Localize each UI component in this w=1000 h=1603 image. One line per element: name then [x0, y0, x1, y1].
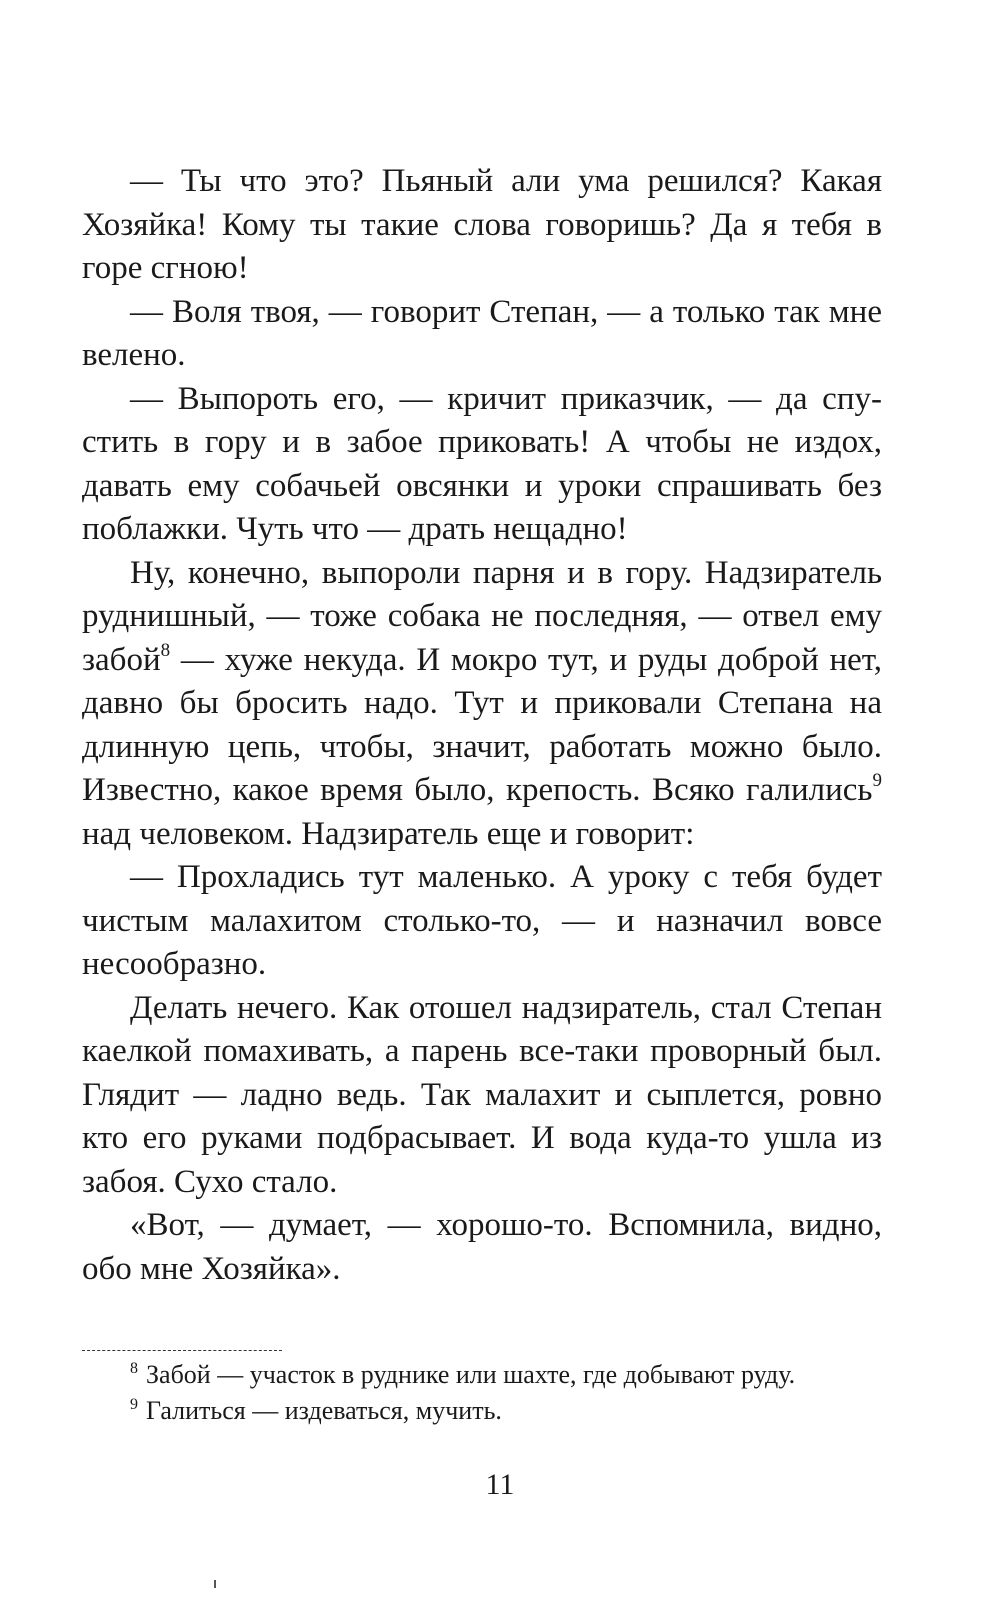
- footnotes: [82, 1357, 882, 1429]
- footnote-9: [82, 1393, 882, 1429]
- footnote-ref-9[interactable]: 9: [872, 770, 882, 791]
- footnote-text: Забой — участок в руднике или шахте, где добывают руду.: [146, 1360, 796, 1389]
- paragraph-4-part-2: — хуже некуда. И мокро тут, и руды доброй нет, давно бы бросить надо. Тут и приковали Степана на длинную цепь, чтобы, значит, работать можно было. Известно, какое время было, крепость. Всяко галились: [82, 641, 882, 808]
- paragraph-5: — Прохладись тут маленько. А уроку с тебя будет чистым малахитом столько-то, — и назначил вовсе несообразно.: [82, 859, 882, 982]
- paragraph-7: «Вот, — думает, — хорошо-то. Вспомнила, видно, обо мне Хозяйка».: [82, 1207, 882, 1287]
- paragraph-4-part-1: Ну, конечно, выпороли парня и в гору. Надзиратель руднишный, — тоже собака не последняя, — отвел ему забой: [82, 554, 882, 678]
- paragraph-4: [82, 552, 882, 857]
- paragraph-2: — Воля твоя, — говорит Степан, — а только так мне велено.: [82, 293, 882, 373]
- footnote-ref-8[interactable]: 8: [160, 639, 171, 661]
- page-number: 11: [485, 1468, 515, 1501]
- main-text: [82, 160, 882, 1291]
- footnote-divider: [82, 1350, 282, 1351]
- footnote-text: Галиться — издеваться, мучить.: [146, 1396, 502, 1425]
- footnote-number: 8: [130, 1360, 138, 1378]
- paragraph-1: — Ты что это? Пьяный али ума решился? Какая Хозяйка! Кому ты такие слова говоришь? Да я тебя в горе сгною!: [82, 163, 882, 286]
- footnote-8: [82, 1357, 882, 1393]
- scan-speck: [214, 1580, 216, 1588]
- paragraph-3: — Выпороть его, — кричит приказчик, — да спустить в гору и в забое приковать! А чтобы не издох, давать ему собачьей овсянки и уроки спрашивать без поблажки. Чуть что — драть нещадно!: [82, 380, 882, 547]
- paragraph-4-part-3: над человеком. Надзиратель еще и говорит:: [82, 815, 695, 852]
- footnote-number: 9: [130, 1396, 138, 1414]
- paragraph-6: Делать нечего. Как отошел надзиратель, стал Степан каелкой помахивать, а парень все-таки проворный был. Глядит — ладно ведь. Так малахит и сыплется, ровно кто его руками подбрасывает. И вода куда-то ушла из забоя. Сухо стало.: [82, 989, 882, 1200]
